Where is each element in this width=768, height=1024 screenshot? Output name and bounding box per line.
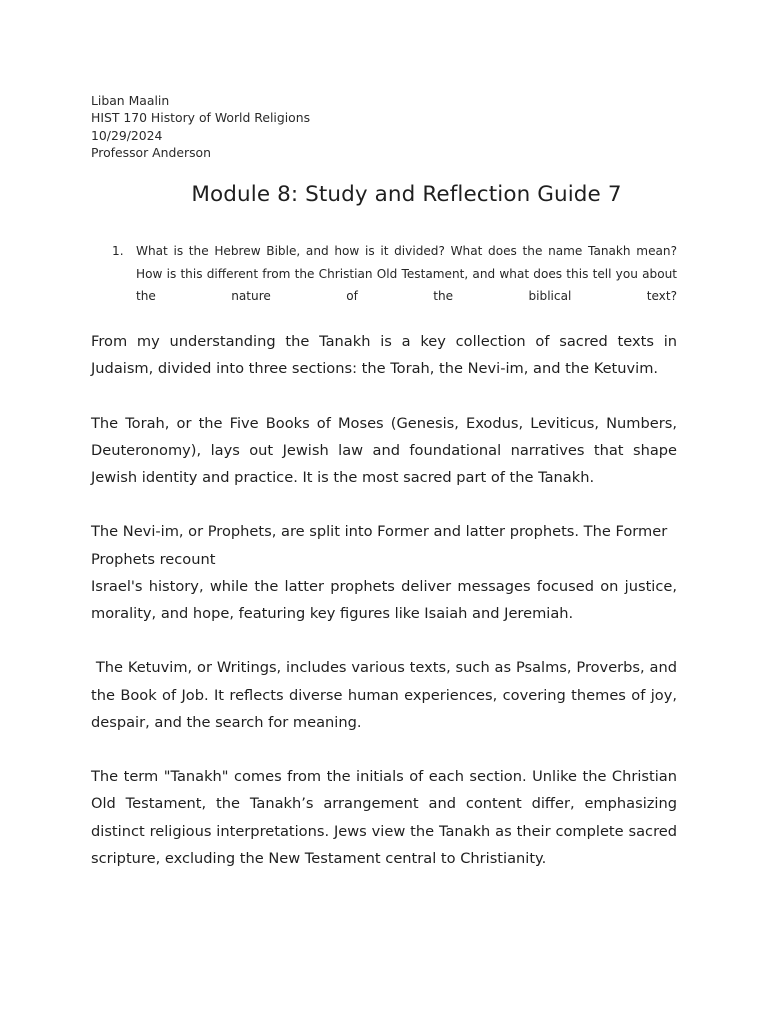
document-date: 10/29/2024 [91, 127, 163, 143]
document-title: Module 8: Study and Reflection Guide 7 [191, 182, 622, 207]
course-name: HIST 170 History of World Religions [91, 110, 311, 126]
document-header [91, 92, 310, 162]
paragraph-neviim-line-1: The Nevi-im, or Prophets, are split into Former and latter prophets. The Former Prophets recount [91, 523, 668, 568]
question-text: What is the Hebrew Bible, and how is it divided? What does the name Tanakh mean? How is this different from the Christian Old Testament, and what does this tell you about the nature of the biblical text? [136, 244, 677, 303]
paragraph-neviim-line-2: Israel's history, while the latter prophets deliver messages focused on justice, morality, and hope, featuring key figures like Isaiah and Jeremiah. [91, 577, 677, 622]
paragraph-ketuvim: The Ketuvim, or Writings, includes various texts, such as Psalms, Proverbs, and the Book of Job. It reflects diverse human experiences, covering themes of joy, despair, and the search for meaning. [91, 659, 682, 731]
professor-name: Professor Anderson [91, 145, 211, 161]
paragraph-neviim [91, 518, 677, 627]
paragraph-tanakh-intro: From my understanding the Tanakh is a key collection of sacred texts in Judaism, divided into three sections: the Torah, the Nevi-im, and the Ketuvim. [91, 333, 677, 378]
paragraph-tanakh-name: The term "Tanakh" comes from the initials of each section. Unlike the Christian Old Testament, the Tanakh’s arrangement and content differ, emphasizing distinct religious interpretations. Jews view the Tanakh as their complete sacred scripture, excluding the New Testament central to Christianity. [91, 768, 677, 867]
author-name: Liban Maalin [91, 93, 170, 108]
paragraph-torah: The Torah, or the Five Books of Moses (Genesis, Exodus, Leviticus, Numbers, Deuteronomy), lays out Jewish law and foundational narratives that shape Jewish identity and practice. It is the most sacred part of the Tanakh. [91, 414, 677, 486]
question-item [112, 240, 677, 308]
question-number: 1. [112, 244, 124, 258]
document-body [91, 328, 682, 899]
